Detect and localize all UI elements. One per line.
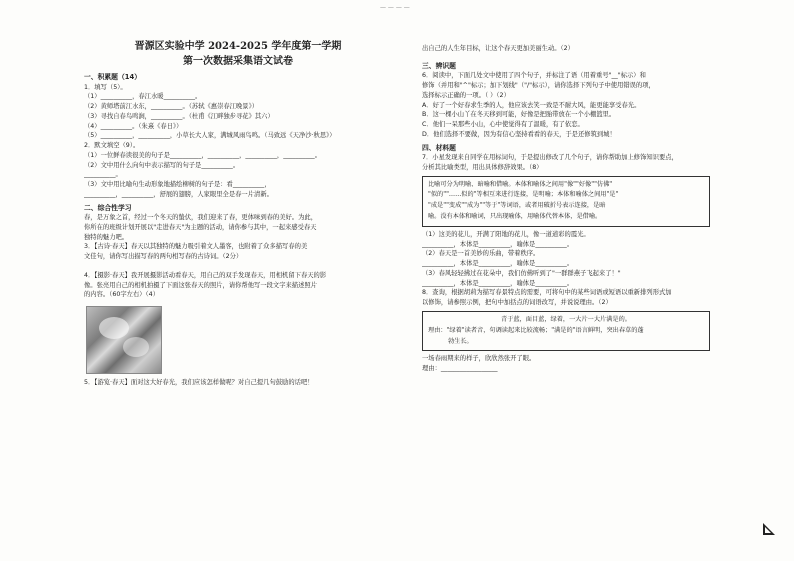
question-4: 4．【摄影·春天】我开展摄影活动看春天，用自己的双手发现春天，用相机留下春天的影 bbox=[84, 271, 327, 279]
fill-line: （2）文中用什么向句中表示描写的句子是__________。 bbox=[84, 161, 240, 169]
option-c: C．他们一呆那些小山，心中使觉得有了温暖，有了依恋。 bbox=[422, 121, 584, 129]
answer-line: __________，本体是__________，喻体是__________。 bbox=[422, 260, 574, 268]
question-8: 以修饰，请参照示例，把句中加括点的词语改写，并说说理由。（2） bbox=[422, 299, 612, 307]
fill-line: __________，__________，舒展的翅膀，人家眼里全是春一片清新。 bbox=[84, 190, 273, 198]
answer-line: __________，本体是__________，喻体是__________。 bbox=[422, 279, 574, 287]
question-6: 6．阅读中，下面几处文中使用了四个句子，并标注了语（用着重号"__"标示）和 bbox=[422, 72, 646, 80]
fill-line: （5）__________，__________，小草长大人家，满城风雨鸟鸣。（马致远《天净沙·秋思》） bbox=[84, 132, 336, 140]
question-3: 文佳句，请你写出描写春的两句相写春的古诗词。（2分） bbox=[84, 253, 243, 261]
question-7: 分析其比喻类型，用出具体修辞效果。（8） bbox=[422, 163, 543, 171]
question-6: 修饰（并用和"^"标示；加下划线"（"/"标示），请你选择下列句子中使用错误的项， bbox=[422, 82, 655, 90]
box-line: 青于蓝，面目蓝，绿着，一大片一大片满是的。 bbox=[501, 315, 631, 323]
section-heading: 三、辨识题 bbox=[422, 61, 456, 70]
question-7: 7．小星发现来自同学在用标词句，于是提出修改了几个句子，请你帮助加上修饰知识要点， bbox=[422, 154, 678, 162]
sentence-4: 一场春雨期来的样子，欣欣然张开了眼。 bbox=[422, 355, 536, 363]
question-3: 3．【古诗·春天】春天以其独特的魅力吸引着文人墨客，也附着了众多描写春的美 bbox=[84, 243, 308, 251]
exam-title-line1: 晋源区实验中学 2024-2025 学年度第一学期 bbox=[134, 41, 342, 52]
sentence-3: （3）春风轻轻拂过在花朵中，我们仿佛听到了"一群群燕子飞起来了！" bbox=[422, 269, 621, 277]
question-4: 像。张亮用自己的相机拍摄了下面这张春天的照片，请你帮他写一段文字来描述照片 bbox=[84, 281, 317, 289]
fill-line: __________。 bbox=[84, 171, 122, 179]
fill-line: （2）黄师塔前江水东，__________。（苏轼《惠崇春江晚景》） bbox=[84, 103, 259, 111]
box-line: "似的""……似的"等相互来进行连接，是明喻；本体和喻体之间用"是" bbox=[428, 191, 619, 199]
box-line: 比喻可分为明喻、暗喻和借喻。本体和喻体之间用"像""好像""仿佛" bbox=[428, 180, 613, 188]
paragraph-line: 春，是万象之首，经过一个冬天的蛰伏，我们迎来了春，更体味到春的美好。为此， bbox=[84, 214, 317, 222]
box-line: 理由："绿着"读者音，句调读起来比较流畅；"满是的"语言鲜明，突出春草的蓬 bbox=[428, 326, 644, 334]
sentence-1: （1）这美的花儿，开满了阳地的花儿，像一道道彩的霞光。 bbox=[422, 230, 590, 238]
corner-mark-icon bbox=[762, 522, 776, 536]
left-column bbox=[84, 40, 392, 388]
question-8: 8．查询，根据胡莉为描写春景特点的需要，可将句中的某些词语或短语以重新排列形式加 bbox=[422, 289, 672, 297]
fill-line: （3）寻找自春鸟鸣涧，__________。（杜甫《江畔独步寻花》其六） bbox=[84, 112, 274, 120]
question-1: 1．填写（5）。 bbox=[84, 83, 127, 91]
example-box bbox=[422, 311, 710, 352]
box-line: 喻。没有本体和喻词，只出现喻体，用喻体代替本体，是借喻。 bbox=[428, 213, 602, 221]
section-heading: 二、综合性学习 bbox=[84, 203, 132, 212]
section-heading: 四、材料题 bbox=[422, 143, 456, 152]
box-line: "成是""变成""成为""等于"等词语，或者用破折号表示连接，是暗 bbox=[428, 202, 606, 210]
paragraph-line: 出自己的人生年目标，让这个春天更加美丽生动。（2） bbox=[422, 45, 574, 52]
box-line: 勃生长。 bbox=[448, 337, 473, 345]
answer-line: __________，本体是__________，喻体是__________。 bbox=[422, 240, 574, 248]
question-6: 选择标示正确的一项。（ ）（2） bbox=[422, 91, 510, 99]
option-b: B．这一棵小山丫在冬天移到可能，好像是把胎带放在一个小棚篮里。 bbox=[422, 111, 616, 119]
question-5: 5．【游览·春天】面对这大好春光，我们应该怎样做呢？对自己提几句鼓励的话吧！ bbox=[84, 379, 314, 387]
fill-line: （1）__________，春江水暖__________。 bbox=[84, 93, 202, 101]
exam-title-line2: 第一次数据采集语文试卷 bbox=[183, 55, 293, 67]
answer-line: 理由：__________________ bbox=[422, 365, 498, 373]
fill-line: （4）__________。（朱熹《春日》） bbox=[84, 122, 183, 130]
section-heading: 一、积累题（14） bbox=[84, 73, 142, 81]
question-2: 2．默文填空（9）。 bbox=[84, 142, 140, 150]
fill-line: （3）文中用比喻句生动形象地描绘柳树的句子是：看__________， bbox=[84, 181, 271, 189]
question-4: 的内容。（60字左右）（4） bbox=[84, 291, 159, 299]
top-mark: — — — — bbox=[380, 4, 410, 11]
paragraph-line: 独特的魅力吧。 bbox=[84, 233, 129, 241]
spring-photo bbox=[86, 306, 162, 374]
right-column bbox=[422, 44, 710, 374]
paragraph-line: 你所在的班级计划开展以"走进春天"为主题的活动，请你参与其中，一起来感受春天 bbox=[84, 223, 317, 231]
fill-line: （1）一位鲜春读很美的句子是__________，__________，__________，__________。 bbox=[84, 151, 321, 159]
option-a: A．好了一个好春求生季的人，他应该去笑一致是不耐大风，能更能享受春光。 bbox=[422, 101, 641, 109]
option-d: D．他们选择不要做，因为有信心坚持看看的春天，于是还修筑到城！ bbox=[422, 130, 616, 138]
metaphor-info-box bbox=[422, 176, 710, 227]
sentence-2: （2）春天是一首美妙的乐曲，带着秩序。 bbox=[422, 250, 540, 258]
